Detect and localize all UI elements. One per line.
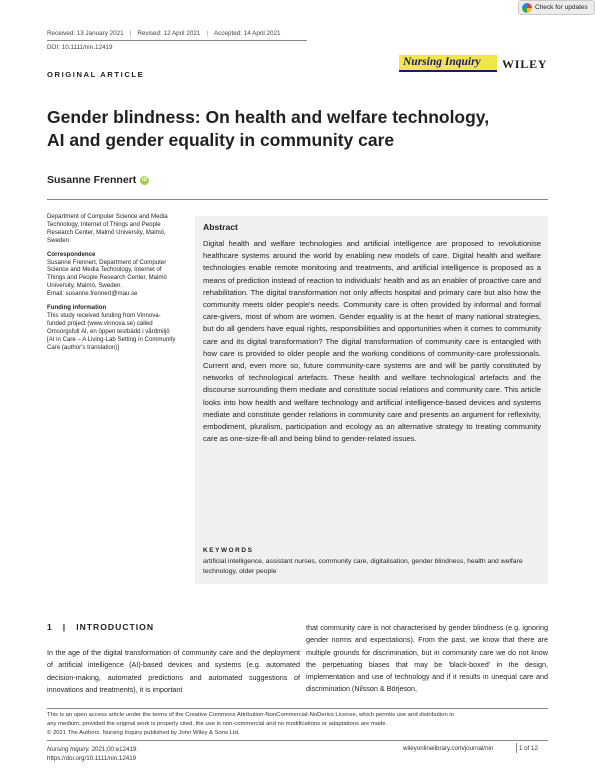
article-info-sidebar: [47, 213, 177, 352]
received-date: Received: 13 January 2021: [47, 30, 124, 37]
abstract-heading: Abstract: [203, 222, 238, 232]
footer-divider: [516, 743, 517, 753]
divider: [47, 708, 548, 709]
correspondence-heading: Correspondence: [47, 250, 96, 258]
citation-journal: Nursing Inquiry.: [47, 746, 90, 753]
date-separator: |: [129, 30, 132, 37]
funding: This study received funding from Vinnova-funded project (www.vinnova.se) called Omsorgsfull AI, en öppen testbädd i vårdmiljö [AI in Care – A Living-Lab Setting in Community Care (author's translation)]: [47, 311, 176, 351]
abstract-panel: [195, 216, 548, 584]
revised-date: Revised: 12 April 2021: [137, 30, 201, 37]
publisher-logo: WILEY: [502, 57, 548, 71]
article-title: [47, 106, 517, 152]
divider: [47, 740, 548, 741]
keywords: artificial intelligence, assistant nurses, community care, digitalisation, gender blindness, health and welfare technology, older people: [203, 558, 523, 575]
check-for-updates-button[interactable]: [518, 0, 595, 15]
author: [47, 174, 149, 186]
section-number: 1: [47, 622, 53, 632]
journal-logo: Nursing Inquiry: [399, 55, 497, 72]
doi[interactable]: DOI: 10.1111/nin.12419: [47, 44, 113, 51]
section-heading: [47, 622, 154, 632]
author-name[interactable]: Susanne Frennert: [47, 174, 137, 186]
email[interactable]: Email: susanne.frennert@mau.se: [47, 290, 138, 298]
correspondence: Susanne Frennert, Department of Computer Science and Media Technology, Internet of Things and People Research Center, Malmö University, Malmö, Sweden.: [47, 258, 167, 290]
title-line: Gender blindness: On health and welfare technology,: [47, 107, 490, 127]
body-text-right: that community care is not characterised by gender blindness (e.g. ignoring gender norms and expectations). From the past, we know that there are multiple grounds for discrimination, but in community care we do not know the perpetuating biases that may be 'black-boxed' in the design, implementation and use of technology and if it results in unequal care and discrimination (Nilsson & Börjeson,: [306, 623, 548, 694]
page-number: 1 of 12: [519, 745, 538, 752]
date-separator: |: [206, 30, 208, 37]
divider: [47, 199, 548, 200]
citation-details: 2021;00:e12419.: [89, 746, 139, 753]
citation: [47, 745, 138, 763]
article-dates: [47, 30, 307, 37]
check-updates-label: Check for updates: [535, 4, 588, 11]
divider: [47, 40, 307, 41]
orcid-icon[interactable]: iD: [142, 177, 148, 183]
section-divider: |: [62, 622, 67, 632]
body-text-left: In the age of the digital transformation of community care and the deployment of artificial intelligence (AI)-based devices and systems (e.g. automated decision-making, automated predictions and automated suggestions of innovations and treatments), it is important: [47, 648, 300, 694]
section-title: INTRODUCTION: [76, 622, 155, 632]
crossmark-icon: [522, 3, 532, 13]
funding-heading: Funding information: [47, 304, 107, 312]
citation-doi[interactable]: https://doi.org/10.1111/nin.12419: [47, 755, 137, 762]
license-line: This is an open access article under the terms of the Creative Commons Attribution-NonCommercial-NoDerivs License, which permits use and distribution in: [47, 712, 454, 718]
affiliation: Department of Computer Science and Media Technology, Internet of Things and People Research Center, Malmö University, Malmö, Sweden: [47, 213, 168, 244]
license-notice: [47, 711, 548, 738]
copyright: © 2021 The Authors. Nursing Inquiry published by John Wiley & Sons Ltd.: [47, 730, 240, 736]
article-type: ORIGINAL ARTICLE: [47, 70, 145, 79]
journal-url[interactable]: wileyonlinelibrary.com/journal/nin: [403, 745, 494, 752]
abstract-body: Digital health and welfare technologies and artificial intelligence are proposed to revolutionise healthcare systems around the world by enabling new models of care. Digital health and welfare technologies enable remote monitoring and treatments, and artificial intelligence is proposed as a means of prediction instead of reaction to individuals' health and as an enabler of proactive care and rehabilitation. The digital transformation not only affects hospital and primary care but also how the community meets older people's needs. Community care is often provided by informal and formal care-givers, most of whom are women. Gender equality is at the heart of many national strategies, but do all genders have equal rights, responsibilities and opportunities when it comes to community care and its digital transformation? The digital transformation of community care is entangled with how care is provided to older people and the working conditions of community-care professionals. Current and, even more so, future community-care systems are and will be partly constituted by networks of technological artefacts. These health and welfare technological artefacts and the discourse surrounding them mediate and constitute social relations and community care. This article looks into how health and welfare technology and artificial intelligence-based devices and systems mediate and constitute gender relations in community care and presents an argument for reflexivity, embodiment, pluralism, participation and ecology as an alternative strategy to treating community care as one-size-fit-all and being blind to gender-related issues.: [203, 239, 541, 444]
license-line: any medium, provided the original work is properly cited, the use is non-commercial and no modifications or adaptations are made.: [47, 721, 388, 727]
title-line: AI and gender equality in community care: [47, 130, 395, 150]
accepted-date: Accepted: 14 April 2021: [213, 30, 281, 37]
keywords-heading: KEYWORDS: [203, 547, 254, 554]
